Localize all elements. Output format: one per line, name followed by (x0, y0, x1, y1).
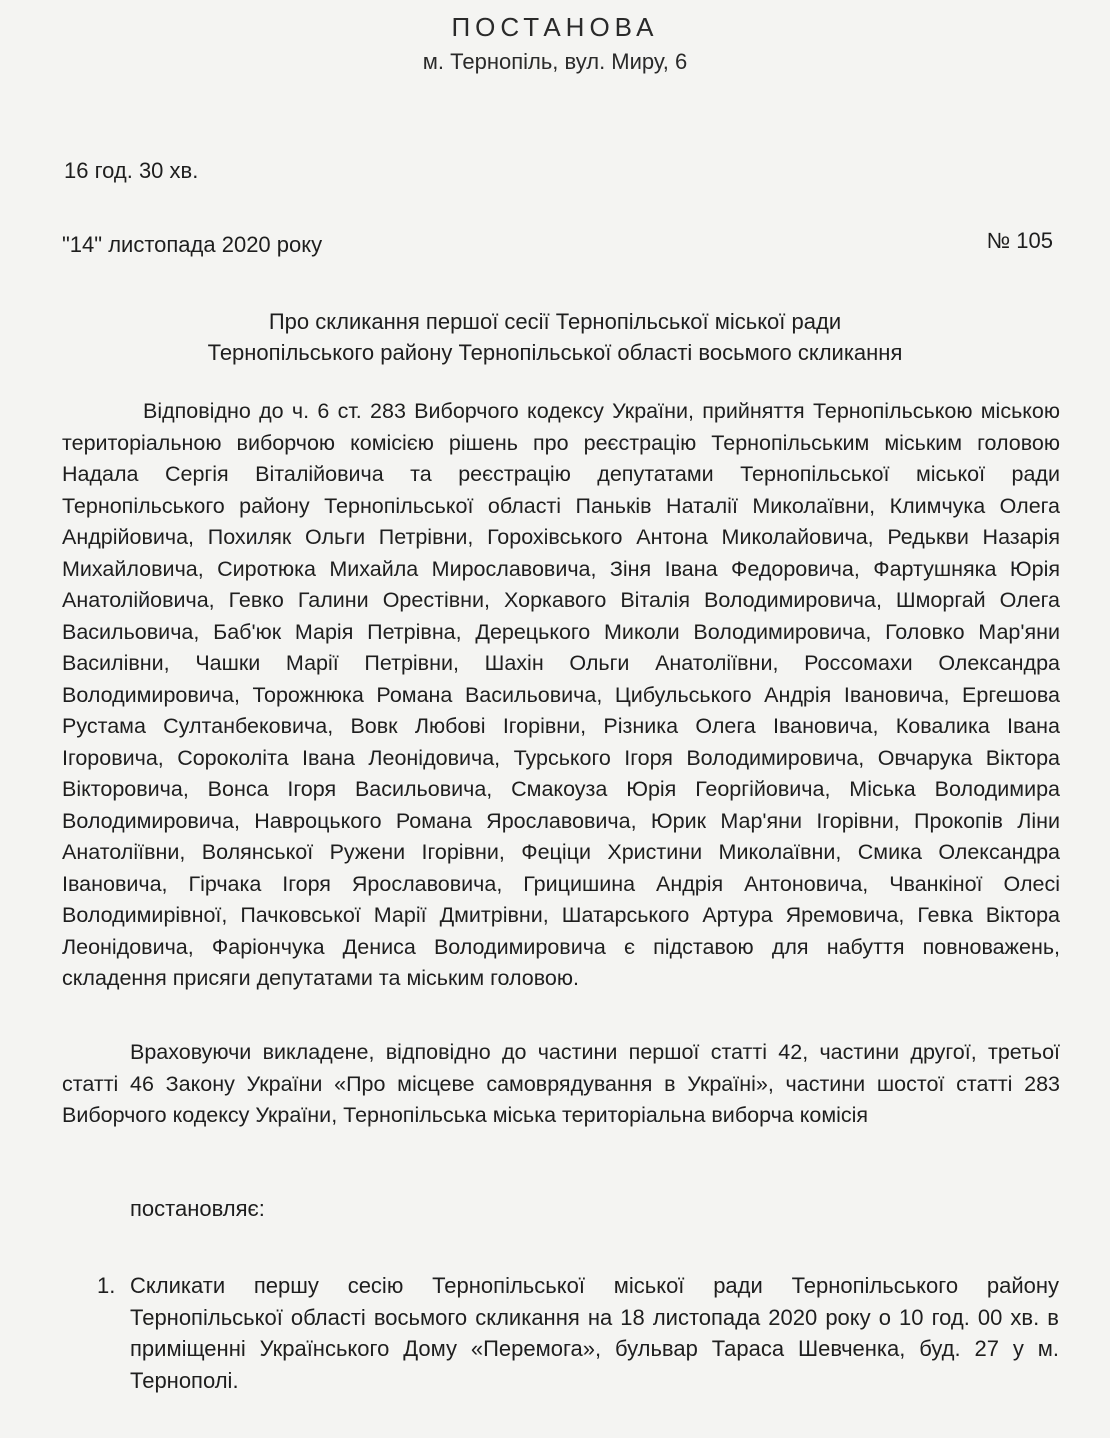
document-title: ПОСТАНОВА (451, 12, 659, 42)
document-date: "14" листопада 2020 року (62, 232, 323, 257)
subject-line-2: Тернопільського району Тернопільської області восьмого скликання (207, 340, 903, 365)
body-paragraph-1: Відповідно до ч. 6 ст. 283 Виборчого кодексу України, прийняття Тернопільською міською територіальною виборчою комісією рішень про реєстрацію Тернопільським міським головою Надала Сергія Віталійовича та реєстрацію депутатами Тернопільської міської ради Тернопільського району Тернопільської області Паньків Наталії Миколаївни, Климчука Олега Андрійовича, Похиляк Ольги Петрівни, Горохівського Антона Миколайовича, Редькви Назарія Михайловича, Сиротюка Михайла Мирославовича, Зіня Івана Федоровича, Фартушняка Юрія Анатолійовича, Гевко Галини Орестівни, Хоркавого Віталія Володимировича, Шморгай Олега Васильовича, Баб'юк Марія Петрівна, Дерецького Миколи Володимировича, Головко Мар'яни Василівни, Чашки Марії Петрівни, Шахін Ольги Анатоліївни, Россомахи Олександра Володимировича, Торожнюка Романа Васильовича, Цибульського Андрія Івановича, Ергешова Рустама Султанбековича, Вовк Любові Ігорівни, Різника Олега Івановича, Ковалика Івана Ігоровича, Сороколіта Івана Леонідовича, Турського Ігоря Володимировича, Овчарука Віктора Вікторовича, Вонса Ігоря Васильовича, Смакоуза Юрія Георгійовича, Міська Володимира Володимировича, Навроцького Романа Ярославовича, Юрик Мар'яни Ігорівни, Прокопів Ліни Анатоліївни, Волянської Ружени Ігорівни, Феціци Христини Миколаївни, Смика Олександра Івановича, Гірчака Ігоря Ярославовича, Грицишина Андрія Антоновича, Чванкіної Олесі Володимирівної, Пачковської Марії Дмитрівни, Шатарського Артура Яремовича, Гевка Віктора Леонідовича, Фаріончука Дениса Володимировича є підставою для набуття повноважень, складення присяги депутатами та міським головою. (62, 399, 1060, 990)
document-subject (0, 306, 1110, 368)
body-paragraph-2: Враховуючи викладене, відповідно до частини першої статті 42, частини другої, третьої статті 46 Закону України «Про місцеве самоврядування в Україні», частини шостої статті 283 Виборчого кодексу України, Тернопільська міська територіальна виборча комісія (62, 1040, 1060, 1127)
decides-label: постановляє: (130, 1196, 265, 1221)
list-item-number: 1. (97, 1273, 116, 1298)
document-address: м. Тернопіль, вул. Миру, 6 (422, 49, 688, 74)
document-number: № 105 (986, 228, 1053, 253)
list-item-text: Скликати першу сесію Тернопільської міської ради Тернопільського району Тернопільської області восьмого скликання на 18 листопада 2020 року о 10 год. 00 хв. в приміщенні Українського Дому «Перемога», бульвар Тараса Шевченка, буд. 27 у м. Тернополі. (130, 1273, 1059, 1393)
subject-line-1: Про скликання першої сесії Тернопільської міської ради (268, 309, 842, 334)
document-time: 16 год. 30 хв. (64, 158, 199, 183)
